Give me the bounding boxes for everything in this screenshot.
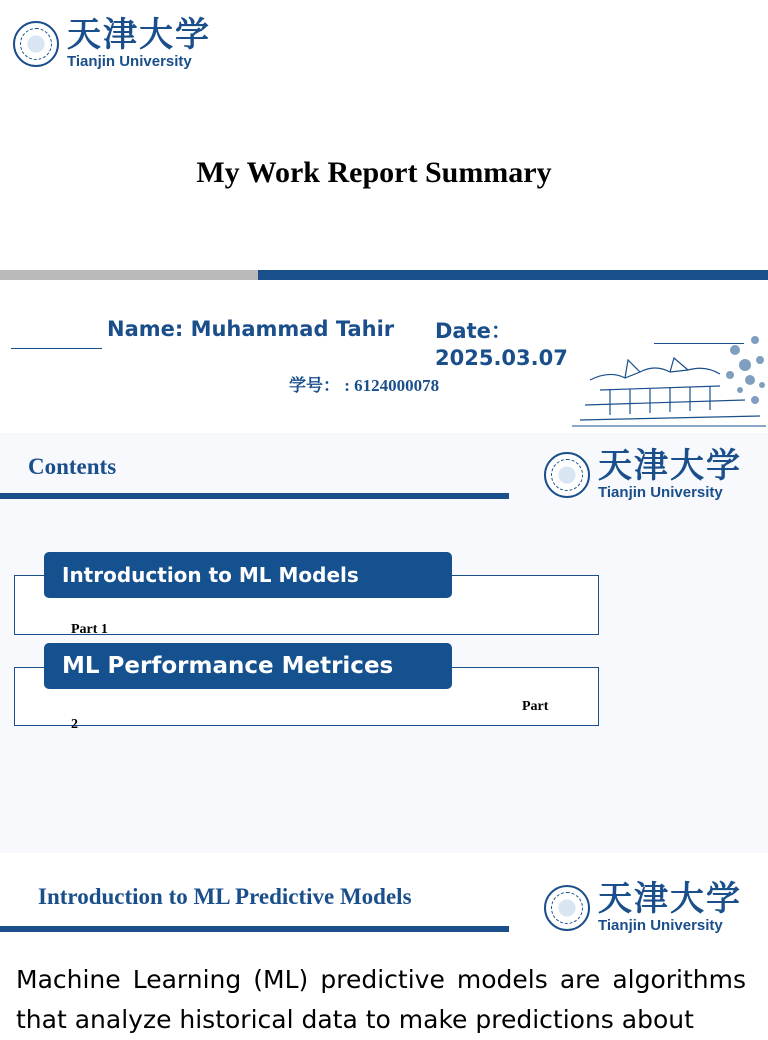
name-underline-left xyxy=(11,348,102,349)
building-illustration-icon xyxy=(570,320,768,433)
logo-chinese-text: 天津大学 xyxy=(598,446,742,486)
logo-english-text: Tianjin University xyxy=(598,484,723,501)
contents-title: Contents xyxy=(28,454,117,479)
tianjin-logo xyxy=(13,15,211,70)
logo-chinese-text: 天津大学 xyxy=(67,15,211,55)
date-label: Date： xyxy=(435,319,512,343)
date-value: 2025.03.07 xyxy=(435,346,568,370)
part-label-1: Part 1 xyxy=(71,622,108,637)
divider-blue xyxy=(258,270,768,280)
contents-item-label: ML Performance Metrices xyxy=(62,653,394,679)
logo-english-text: Tianjin University xyxy=(598,917,723,934)
author-name: Name: Muhammad Tahir xyxy=(107,317,395,341)
contents-item-label: Introduction to ML Models xyxy=(62,563,359,587)
report-date xyxy=(435,318,568,372)
contents-item-2[interactable] xyxy=(44,643,452,689)
contents-slide xyxy=(0,433,768,853)
tianjin-logo xyxy=(544,446,742,501)
section-body-text: Machine Learning (ML) predictive models are algorithms that analyze historical data to make predictions about xyxy=(16,965,746,1034)
contents-underline xyxy=(0,493,509,499)
contents-item-1[interactable] xyxy=(44,552,452,598)
university-seal-icon xyxy=(13,21,59,67)
page-title: My Work Report Summary xyxy=(196,156,552,189)
logo-chinese-text: 天津大学 xyxy=(598,879,742,919)
section-title: Introduction to ML Predictive Models xyxy=(38,884,412,909)
divider-gray xyxy=(0,270,260,280)
logo-english-text: Tianjin University xyxy=(67,53,192,70)
part-label-2-number: 2 xyxy=(71,717,78,732)
part-label-2-word: Part xyxy=(522,699,549,714)
university-seal-icon xyxy=(544,452,590,498)
student-id: 学号： : 6124000078 xyxy=(289,376,440,395)
section-underline xyxy=(0,926,509,932)
tianjin-logo xyxy=(544,879,742,934)
university-seal-icon xyxy=(544,885,590,931)
